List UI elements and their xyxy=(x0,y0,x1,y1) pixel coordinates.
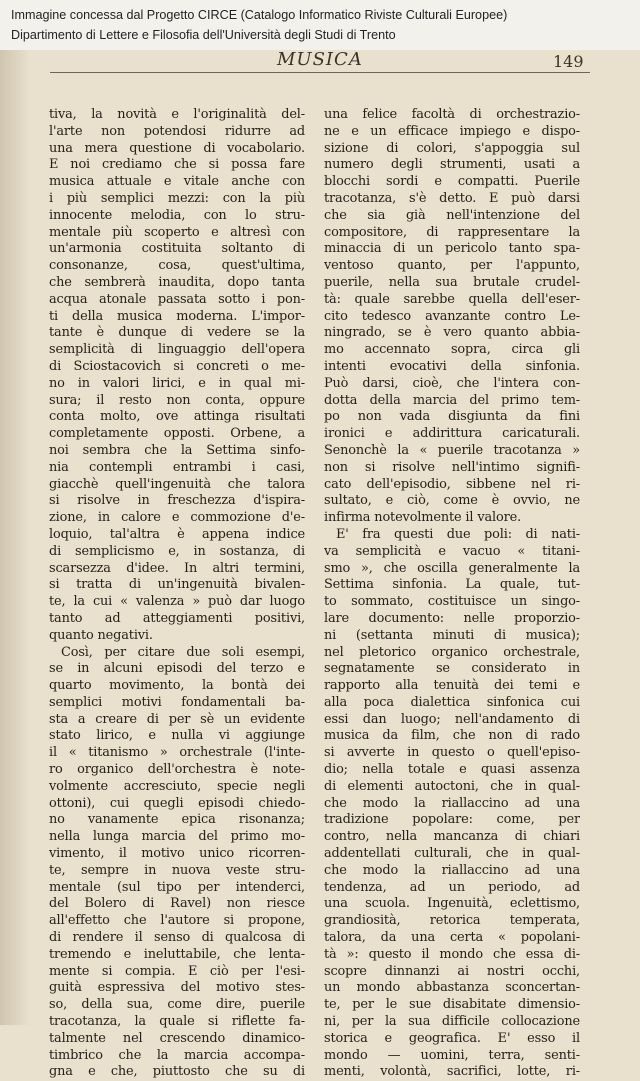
credit-line-1: Immagine concessa dal Progetto CIRCE (Catalogo Informatico Riviste Culturali Europee) xyxy=(11,8,508,22)
text-line: tremendo e ineluttabile, che lenta- xyxy=(49,946,305,962)
text-line: Può darsi, cioè, che l'intera con- xyxy=(324,375,580,391)
text-line: dio; nella totale e quasi assenza xyxy=(324,762,580,778)
text-line: ningrado, se è vero quanto abbia- xyxy=(324,325,580,341)
page-gutter-shadow xyxy=(0,50,30,1025)
text-line: timbrico che la marcia accompa- xyxy=(49,1047,305,1063)
text-line: del Bolero di Ravel) non riesce xyxy=(49,896,305,912)
text-line: consonanze, cosa, quest'ultima, xyxy=(49,258,305,274)
text-line: infirma notevolmente il valore. xyxy=(324,510,522,526)
text-line: loquio, tal'altra è appena indice xyxy=(49,526,305,542)
text-line: non si risolve nell'intimo signifi- xyxy=(324,459,580,475)
text-line: sizione di colori, s'appoggia sul xyxy=(324,140,580,156)
text-line: di Sciostacovich si concreti o me- xyxy=(49,358,305,374)
text-line: di rendere il senso di qualcosa di xyxy=(49,930,305,946)
text-line: stato lirico, e nulla vi aggiunge xyxy=(49,728,305,744)
text-line: quarto movimento, la bontà dei xyxy=(49,678,305,694)
text-line: che sia già nell'intenzione del xyxy=(324,207,580,223)
text-line: essi dan luogo; nell'andamento di xyxy=(324,711,580,727)
text-line: cato dell'episodio, sibbene nel ri- xyxy=(324,476,580,492)
text-line: nel pletorico organico orchestrale, xyxy=(324,644,580,660)
text-line: minaccia di un pericolo tanto spa- xyxy=(324,241,580,257)
text-line: te, la cui « valenza » può dar luogo xyxy=(49,594,305,610)
text-line: guità espressiva del motivo stes- xyxy=(49,980,305,996)
text-line: si avverte in questo o quell'episo- xyxy=(324,745,580,761)
running-title: MUSICA xyxy=(277,49,363,70)
text-line: semplicità di linguaggio dell'opera xyxy=(49,342,305,358)
text-line: cito tedesco avanzante contro Le- xyxy=(324,308,580,324)
text-line: tradizione popolare: come, per xyxy=(324,812,580,828)
text-line: segnatamente se considerato in xyxy=(324,661,580,677)
text-line: puerile, nella sua brutale crudel- xyxy=(324,274,580,290)
text-line: una scuola. Ingenuità, eclettismo, xyxy=(324,896,580,912)
text-line: Senonchè la « puerile tracotanza » xyxy=(324,442,580,458)
text-line: rapporto alla tenuità dei temi e xyxy=(324,678,580,694)
text-line: scarsezza d'idee. In altri termini, xyxy=(49,560,305,576)
text-line: to sommato, costituisce un singo- xyxy=(324,594,580,610)
text-line: talora, da una certa « popolani- xyxy=(324,930,580,946)
text-line: una mera questione di vocabolario. xyxy=(49,140,305,156)
text-line: di semplicismo e, in sostanza, di xyxy=(49,543,305,559)
credit-line-2: Dipartimento di Lettere e Filosofia dell'Università degli Studi di Trento xyxy=(11,28,396,42)
text-line: mentale più scoperto e altresì con xyxy=(49,224,305,240)
text-line: i più semplici mezzi: con la più xyxy=(49,190,305,206)
text-line: nella lunga marcia del primo mo- xyxy=(49,829,305,845)
text-line: di elementi autoctoni, che in qual- xyxy=(324,778,580,794)
text-line: E noi crediamo che si possa fare xyxy=(49,157,305,173)
text-line: sultato, e ciò, come è ovvio, ne xyxy=(324,493,580,509)
text-line: tà: quale sarebbe quella dell'eser- xyxy=(324,291,580,307)
text-line: Settima sinfonia. La quale, tut- xyxy=(324,577,580,593)
text-line: zione, in calore e commozione d'e- xyxy=(49,510,305,526)
text-line: dotta della marcia del primo tem- xyxy=(324,392,580,408)
text-line: ironici e addirittura caricaturali. xyxy=(324,426,580,442)
text-line: scopre dinnanzi ai nostri occhi, xyxy=(324,963,580,979)
text-line: intenti evocativi della sinfonia. xyxy=(324,358,580,374)
text-line: volmente accresciuto, specie negli xyxy=(49,778,305,794)
text-line: che modo la riallaccino ad una xyxy=(324,862,580,878)
text-line: alla poca dialettica sinfonica cui xyxy=(324,694,580,710)
text-line: musica attuale e vitale anche con xyxy=(49,174,305,190)
text-line: tanto ad atteggiamenti positivi, xyxy=(49,610,305,626)
text-line: sta a creare di per sè un evidente xyxy=(49,711,305,727)
text-line: un'armonia costituita soltanto di xyxy=(49,241,305,257)
text-line: l'arte non potendosi ridurre ad xyxy=(49,123,305,139)
text-line: ni (settanta minuti di musica); xyxy=(324,627,580,643)
left-text-column xyxy=(49,107,305,1081)
text-line: semplici motivi fondamentali ba- xyxy=(49,694,305,710)
text-line: ottoni), cui quegli episodi chiedo- xyxy=(49,795,305,811)
text-line: mente si compia. E ciò per l'esi- xyxy=(49,963,305,979)
text-line: sura; il resto non conta, oppure xyxy=(49,392,305,408)
text-line: ni, per la sua difficile collocazione xyxy=(324,1014,580,1030)
right-text-column xyxy=(324,107,580,1081)
text-line: te, sempre in nuova veste stru- xyxy=(49,862,305,878)
text-line: il « titanismo » orchestrale (l'inte- xyxy=(49,745,305,761)
text-line: giacchè quell'ingenuità che talora xyxy=(49,476,305,492)
text-line: ro organico dell'orchestra è note- xyxy=(49,762,305,778)
text-line: talmente nel crescendo dinamico- xyxy=(49,1030,305,1046)
text-line: grandiosità, retorica temperata, xyxy=(324,913,580,929)
text-line: tante è dunque di vedere se la xyxy=(49,325,305,341)
text-line: numero degli strumenti, usati a xyxy=(324,157,580,173)
text-line: no vanamente epica risonanza; xyxy=(49,812,305,828)
text-line: ne e un efficace impiego e dispo- xyxy=(324,123,580,139)
text-line: tracotanza, s'è detto. E può darsi xyxy=(324,190,580,206)
page-header xyxy=(0,46,640,74)
text-line: menti, volontà, sacrifici, lotte, ri- xyxy=(324,1064,580,1080)
text-line: mondo — uomini, terra, senti- xyxy=(324,1047,580,1063)
text-line: completamente opposti. Orbene, a xyxy=(49,426,305,442)
text-line: storica e geografica. E' esso il xyxy=(324,1030,580,1046)
text-line: Così, per citare due soli esempi, xyxy=(61,644,305,660)
image-credit-banner xyxy=(0,0,640,50)
text-line: si tratta di un'ingenuità bivalen- xyxy=(49,577,305,593)
text-line: all'effetto che l'autore si propone, xyxy=(49,913,305,929)
text-line: ti della musica moderna. L'impor- xyxy=(49,308,305,324)
text-line: po non vada disgiunta da fini xyxy=(324,409,580,425)
header-rule xyxy=(50,72,590,73)
text-line: un mondo abbastanza sconcertan- xyxy=(324,980,580,996)
text-line: so, della sua, come dire, puerile xyxy=(49,997,305,1013)
text-line: ventoso quanto, per l'appunto, xyxy=(324,258,580,274)
text-line: contro, nella mancanza di chiari xyxy=(324,829,580,845)
text-line: compositore, di rappresentare la xyxy=(324,224,580,240)
text-line: smo », che oscilla generalmente la xyxy=(324,560,580,576)
text-line: se in alcuni episodi del terzo e xyxy=(49,661,305,677)
text-line: addentellati culturali, che in qual- xyxy=(324,846,580,862)
text-line: mo accennato sopra, circa gli xyxy=(324,342,580,358)
text-line: E' fra questi due poli: di nati- xyxy=(336,526,580,542)
text-line: lare documento: nelle proporzio- xyxy=(324,610,580,626)
text-line: noi sembra che la Settima sinfo- xyxy=(49,442,305,458)
text-line: no in valori lirici, e in qual mi- xyxy=(49,375,305,391)
text-line: musica da film, che non di rado xyxy=(324,728,580,744)
text-line: blocchi sordi e compatti. Puerile xyxy=(324,174,580,190)
text-line: vimento, il motivo unico ricorren- xyxy=(49,846,305,862)
text-line: innocente melodia, con lo stru- xyxy=(49,207,305,223)
text-line: gna e che, piuttosto che su di xyxy=(49,1064,305,1080)
text-line: acqua atonale passata sotto i pon- xyxy=(49,291,305,307)
text-line: conta molto, ove attinga risultati xyxy=(49,409,305,425)
text-line: che modo la riallaccino ad una xyxy=(324,795,580,811)
text-line: tracotanza, la quale si riflette fa- xyxy=(49,1014,305,1030)
text-line: che sembrerà inaudita, dopo tanta xyxy=(49,274,305,290)
text-line: te, per le sue disabitate dimensio- xyxy=(324,997,580,1013)
text-line: mentale (sul tipo per intenderci, xyxy=(49,879,305,895)
text-line: nia contempli entrambi i casi, xyxy=(49,459,305,475)
text-line: tà »: questo il mondo che essa di- xyxy=(324,946,580,962)
text-line: una felice facoltà di orchestrazio- xyxy=(324,107,580,122)
text-line: tendenza, ad un periodo, ad xyxy=(324,879,580,895)
page-number: 149 xyxy=(553,52,584,71)
text-line: quanto negativi. xyxy=(49,627,153,643)
text-line: si risolve in freschezza d'ispira- xyxy=(49,493,305,509)
text-line: va semplicità e vacuo « titani- xyxy=(324,543,580,559)
text-line: tiva, la novità e l'originalità del- xyxy=(49,107,305,122)
